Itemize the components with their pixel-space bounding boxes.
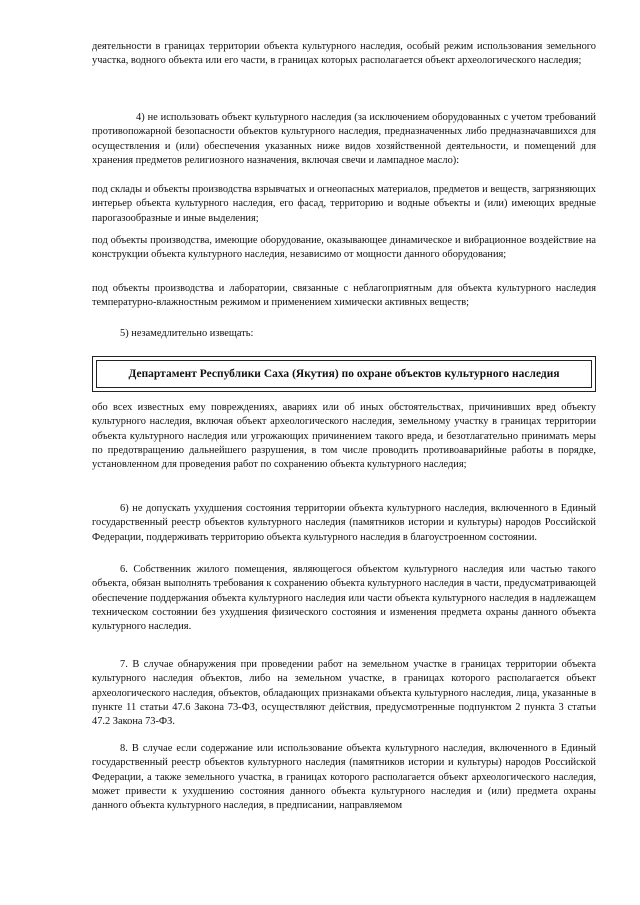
- department-banner: [92, 356, 596, 392]
- section-7: 7. В случае обнаружения при проведении работ на земельном участке в границах территории объекта культурного наследия объектов, либо на земельном участке, в границах которого располагается объект археологического наследия, объектов, обладающих признаками объекта культурного наследия, лица, указанные в пункте 11 статьи 47.6 Закона 73-ФЗ, осуществляют действия, предусмотренные подпунктом 2 пункта 3 статьи 47.2 Закона 73-ФЗ.: [92, 659, 596, 728]
- list-item-4: 4) не использовать объект культурного наследия (за исключением оборудованных с учетом требований противопожарной безопасности объектов культурного наследия, предназначенных либо предназначавшихся для осуществления и (или) обеспечения указанных ниже видов хозяйственной деятельности, и помещений для хранения предметов религиозного назначения, включая свечи и лампадное масло):: [92, 112, 596, 166]
- department-banner-text: Департамент Республики Саха (Якутия) по охране объектов культурного наследия: [128, 368, 560, 380]
- list-item-5: 5) незамедлительно извещать:: [120, 328, 254, 339]
- sub-item-laboratories: под объекты производства и лаборатории, связанные с неблагоприятным для объекта культурного наследия температурно-влажностным режимом и применением химически активных веществ;: [92, 283, 596, 309]
- paragraph-continuation: деятельности в границах территории объекта культурного наследия, особый режим использования земельного участка, водного объекта или его части, в границах которых располагается объект археологического наследия;: [92, 41, 596, 67]
- list-item-6: 6) не допускать ухудшения состояния территории объекта культурного наследия, включенного в Единый государственный реестр объектов культурного наследия (памятников истории и культуры) народов Российской Федерации, поддерживать территорию объекта культурного наследия в благоустроенном состоянии.: [92, 503, 596, 543]
- section-6: 6. Собственник жилого помещения, являющегося объектом культурного наследия или частью такого объекта, обязан выполнять требования к сохранению объекта культурного наследия в части, предусматривающей обеспечение поддержания объекта культурного наследия или части объекта культурного наследия в надлежащем техническом состоянии без ухудшения физического состояния и изменения предмета охраны данного объекта культурного наследия.: [92, 564, 596, 633]
- sub-item-warehouses: под склады и объекты производства взрывчатых и огнеопасных материалов, предметов и веществ, загрязняющих интерьер объекта культурного наследия, его фасад, территорию и водные объекты и (или) имеющих вредные парогазообразные и иные выделения;: [92, 184, 596, 224]
- sub-item-production-vibration: под объекты производства, имеющие оборудование, оказывающее динамическое и вибрационное воздействие на конструкции объекта культурного наследия, независимо от мощности данного оборудования;: [92, 235, 596, 261]
- paragraph-damage-notice: обо всех известных ему повреждениях, авариях или об иных обстоятельствах, причинивших вред объекту культурного наследия, включая объект археологического наследия, земельному участку в границах территории объекта культурного наследия или угрожающих причинением такого вреда, и безотлагательно принимать меры по предотвращению дальнейшего разрушения, в том числе проводить противоаварийные работы в порядке, установленном для проведения работ по сохранению объекта культурного наследия;: [92, 402, 596, 471]
- section-8: 8. В случае если содержание или использование объекта культурного наследия, включенного в Единый государственный реестр объектов культурного наследия (памятников истории и культуры) народов Российской Федерации, а также земельного участка, в границах которого располагается объект археологического наследия, может привести к ухудшению состояния данного объекта культурного наследия и (или) предмета охраны данного объекта культурного наследия, в предписании, направляемом: [92, 743, 596, 812]
- department-banner-inner-frame: [96, 360, 592, 388]
